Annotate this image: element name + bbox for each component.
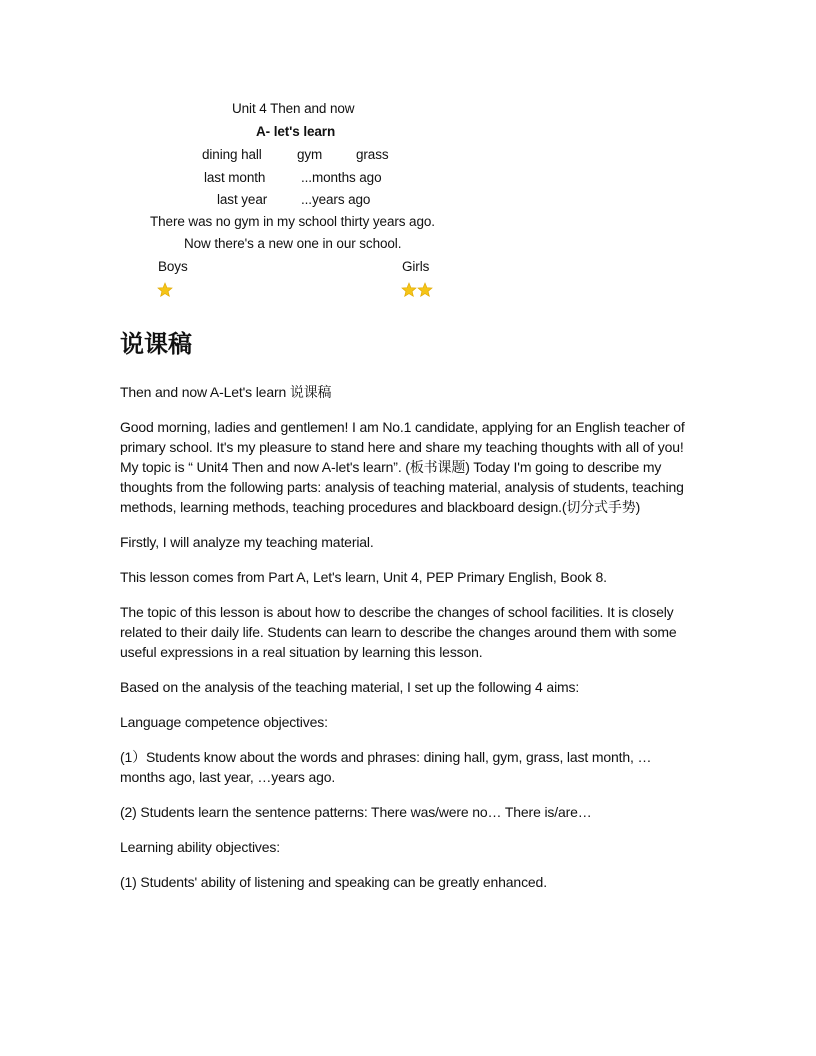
- board-boys-label: Boys: [158, 259, 188, 274]
- board-word-dining-hall: dining hall: [202, 147, 262, 162]
- star-icon: [157, 282, 173, 298]
- paragraph-ability-aim-1: (1) Students' ability of listening and speaking can be greatly enhanced.: [120, 874, 547, 890]
- paragraph-language-heading: Language competence objectives:: [120, 714, 328, 730]
- blackboard-design: [0, 0, 816, 310]
- board-sentence-past: There was no gym in my school thirty years ago.: [150, 214, 435, 229]
- page-title: 说课稿: [120, 330, 192, 358]
- paragraph-lesson-source: This lesson comes from Part A, Let's learn, Unit 4, PEP Primary English, Book 8.: [120, 569, 607, 585]
- board-girls-label: Girls: [402, 259, 430, 274]
- paragraph-subtitle: Then and now A-Let's learn 说课稿: [120, 384, 332, 400]
- document-body: [120, 382, 692, 907]
- board-word-grass: grass: [356, 147, 389, 162]
- board-sentence-present: Now there's a new one in our school.: [184, 236, 402, 251]
- board-word-gym: gym: [297, 147, 323, 162]
- paragraph-introduction: Good morning, ladies and gentlemen! I am No.1 candidate, applying for an English teacher of primary school. It's my pleasure to stand here and share my teaching thoughts with all of you! My topic is “ Unit4 Then and now A-let's learn”. (板书课题) Today I'm going to describe my thoughts from the following parts: analysis of teaching material, analysis of students, teaching methods, learning methods, teaching procedures and blackboard design.(切分式手势): [120, 419, 685, 515]
- board-phrase-months-ago: ...months ago: [301, 170, 382, 185]
- paragraph-ability-heading: Learning ability objectives:: [120, 839, 281, 855]
- star-icon: [401, 282, 417, 298]
- board-phrase-last-year: last year: [217, 192, 268, 207]
- board-unit-title: Unit 4 Then and now: [232, 101, 355, 116]
- paragraph-material-intro: Firstly, I will analyze my teaching material.: [120, 534, 374, 550]
- paragraph-language-aim-2: (2) Students learn the sentence patterns: There was/were no… There is/are…: [120, 804, 592, 820]
- board-section-title: A- let's learn: [256, 124, 336, 139]
- star-icon: [417, 282, 433, 298]
- paragraph-lesson-topic: The topic of this lesson is about how to describe the changes of school facilities. It is closely related to their daily life. Students can learn to describe the changes around them with some useful expressions in a real situation by learning this lesson.: [120, 604, 677, 660]
- board-phrase-last-month: last month: [204, 170, 266, 185]
- board-phrase-years-ago: ...years ago: [301, 192, 371, 207]
- paragraph-language-aim-1: (1）Students know about the words and phrases: dining hall, gym, grass, last month, …months ago, last year, …years ago.: [120, 749, 652, 785]
- paragraph-aims-intro: Based on the analysis of the teaching material, I set up the following 4 aims:: [120, 679, 580, 695]
